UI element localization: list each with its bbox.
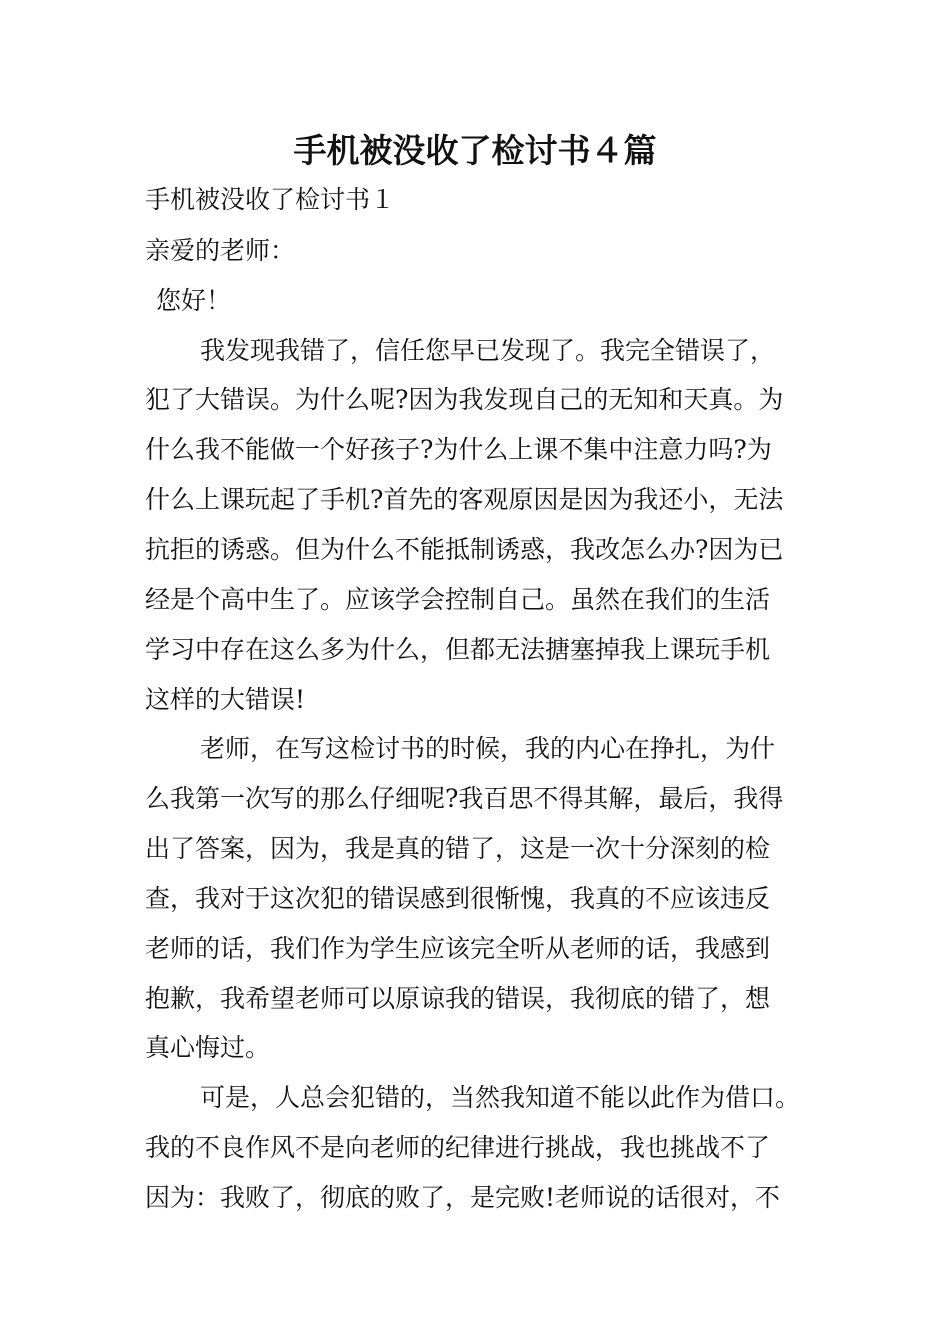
- paragraph-line: 这样的大错误!: [145, 685, 306, 714]
- paragraph-line: 真心悔过。: [145, 1033, 271, 1062]
- paragraph-line: 抱歉，我希望老师可以原谅我的错误，我彻底的错了，想: [145, 984, 771, 1013]
- paragraph-line: 老师的话，我们作为学生应该完全听从老师的话，我感到: [145, 934, 771, 963]
- paragraph-line: 抗拒的诱惑。但为什么不能抵制诱惑，我改怎么办?因为已: [145, 535, 784, 564]
- salutation: 亲爱的老师：: [145, 236, 296, 265]
- paragraph-line: 因为：我败了，彻底的败了，是完败!老师说的话很对，不: [145, 1183, 781, 1212]
- paragraph-line: 出了答案，因为，我是真的错了，这是一次十分深刻的检: [145, 834, 771, 863]
- document-title: 手机被没收了检讨书４篇: [293, 131, 657, 170]
- paragraph-line: 学习中存在这么多为什么，但都无法搪塞掉我上课玩手机: [145, 635, 771, 664]
- paragraph-line: 什么上课玩起了手机?首先的客观原因是因为我还小，无法: [145, 485, 784, 514]
- greeting: 您好！: [156, 286, 232, 315]
- paragraph-line: 我的不良作风不是向老师的纪律进行挑战，我也挑战不了: [145, 1133, 771, 1162]
- paragraph-line: 经是个高中生了。应该学会控制自己。虽然在我们的生活: [145, 585, 771, 614]
- paragraph-line: 么我第一次写的那么仔细呢?我百思不得其解，最后，我得: [145, 784, 784, 813]
- section-heading: 手机被没收了检讨书１: [145, 185, 396, 214]
- paragraph-line: 可是，人总会犯错的，当然我知道不能以此作为借口。: [200, 1083, 801, 1112]
- paragraph-line: 我发现我错了，信任您早已发现了。我完全错误了，: [200, 336, 776, 365]
- paragraph-line: 什么我不能做一个好孩子?为什么上课不集中注意力吗?为: [145, 435, 772, 464]
- paragraph-line: 老师，在写这检讨书的时候，我的内心在挣扎，为什: [200, 734, 776, 763]
- paragraph-line: 犯了大错误。为什么呢?因为我发现自己的无知和天真。为: [145, 385, 784, 414]
- paragraph-line: 查，我对于这次犯的错误感到很惭愧，我真的不应该违反: [145, 884, 771, 913]
